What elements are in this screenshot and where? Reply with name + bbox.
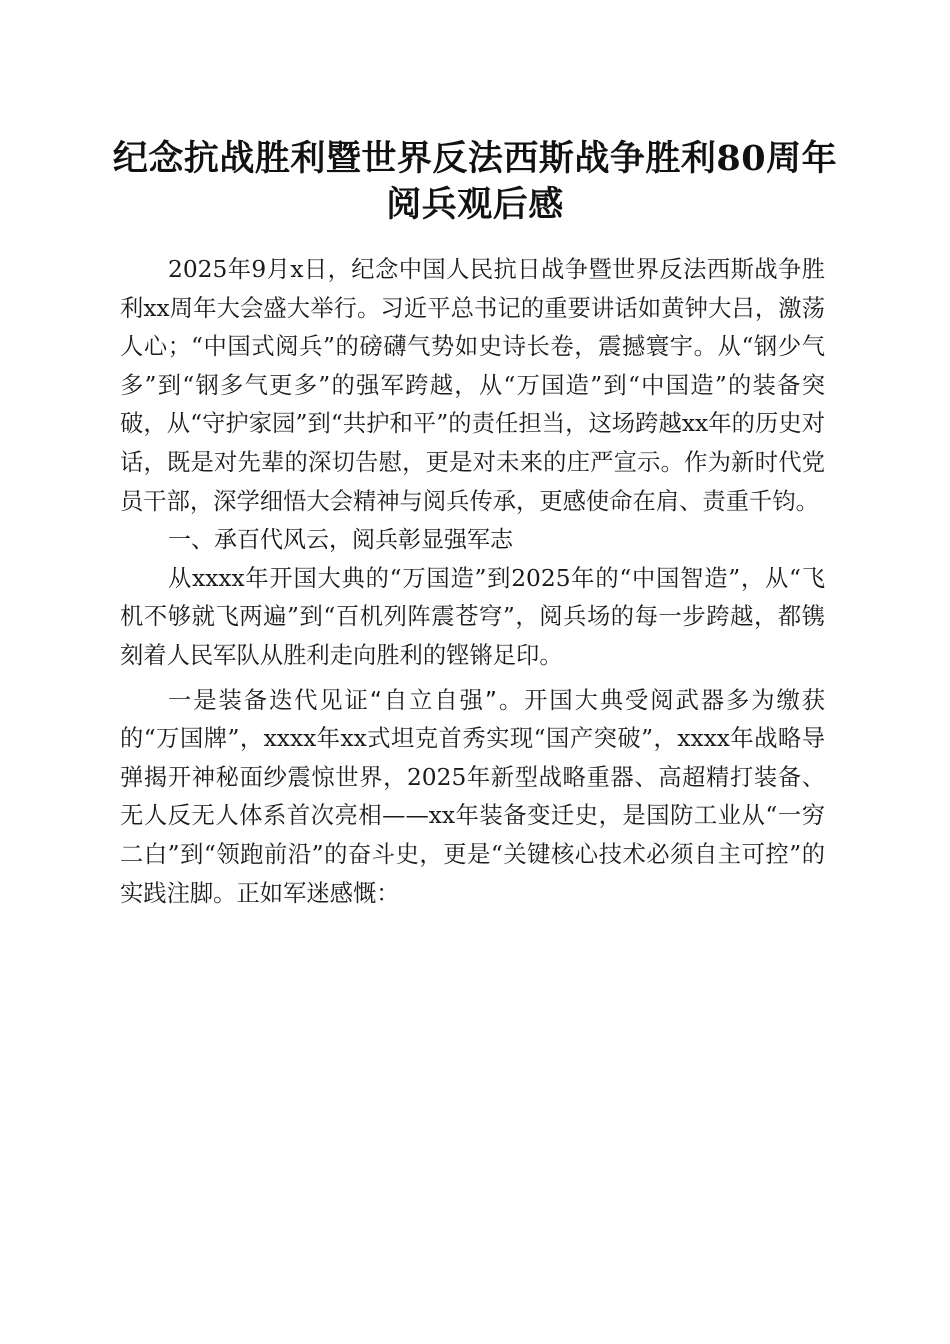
point-1-lead: 一是装备迭代见证“自立自强”。: [168, 686, 525, 714]
document-title: 纪念抗战胜利暨世界反法西斯战争胜利80周年阅兵观后感: [112, 138, 838, 225]
point-1-text: 开国大典受阅武器多为缴获的“万国牌”，xxxx年xx式坦克首秀实现“国产突破”，xxxx年战略导弹揭开神秘面纱震惊世界，2025年新型战略重器、高超精打装备、无人反无人体系首次亮相——xx年装备变迁史，是国防工业从“一穷二白”到“领跑前沿”的奋斗史，更是“关键核心技术必须自主可控”的实践注脚。正如军迷感慨：: [120, 686, 826, 907]
intro-paragraph: 2025年9月x日，纪念中国人民抗日战争暨世界反法西斯战争胜利xx周年大会盛大举行。习近平总书记的重要讲话如黄钟大吕，激荡人心；“中国式阅兵”的磅礴气势如史诗长卷，震撼寰宇。从“钢少气多”到“钢多气更多”的强军跨越，从“万国造”到“中国造”的装备突破，从“守护家园”到“共护和平”的责任担当，这场跨越xx年的历史对话，既是对先辈的深切告慰，更是对未来的庄严宣示。作为新时代党员干部，深学细悟大会精神与阅兵传承，更感使命在肩、责重千钧。: [120, 256, 825, 515]
point-1-paragraph: [120, 682, 825, 914]
section-heading-1: 一、承百代风云，阅兵彰显强军志: [168, 527, 513, 554]
document-body: [120, 251, 825, 913]
section-1-paragraph: 从xxxx年开国大典的“万国造”到2025年的“中国智造”，从“飞机不够就飞两遍”到“百机列阵震苍穹”，阅兵场的每一步跨越，都镌刻着人民军队从胜利走向胜利的铿锵足印。: [120, 564, 825, 669]
